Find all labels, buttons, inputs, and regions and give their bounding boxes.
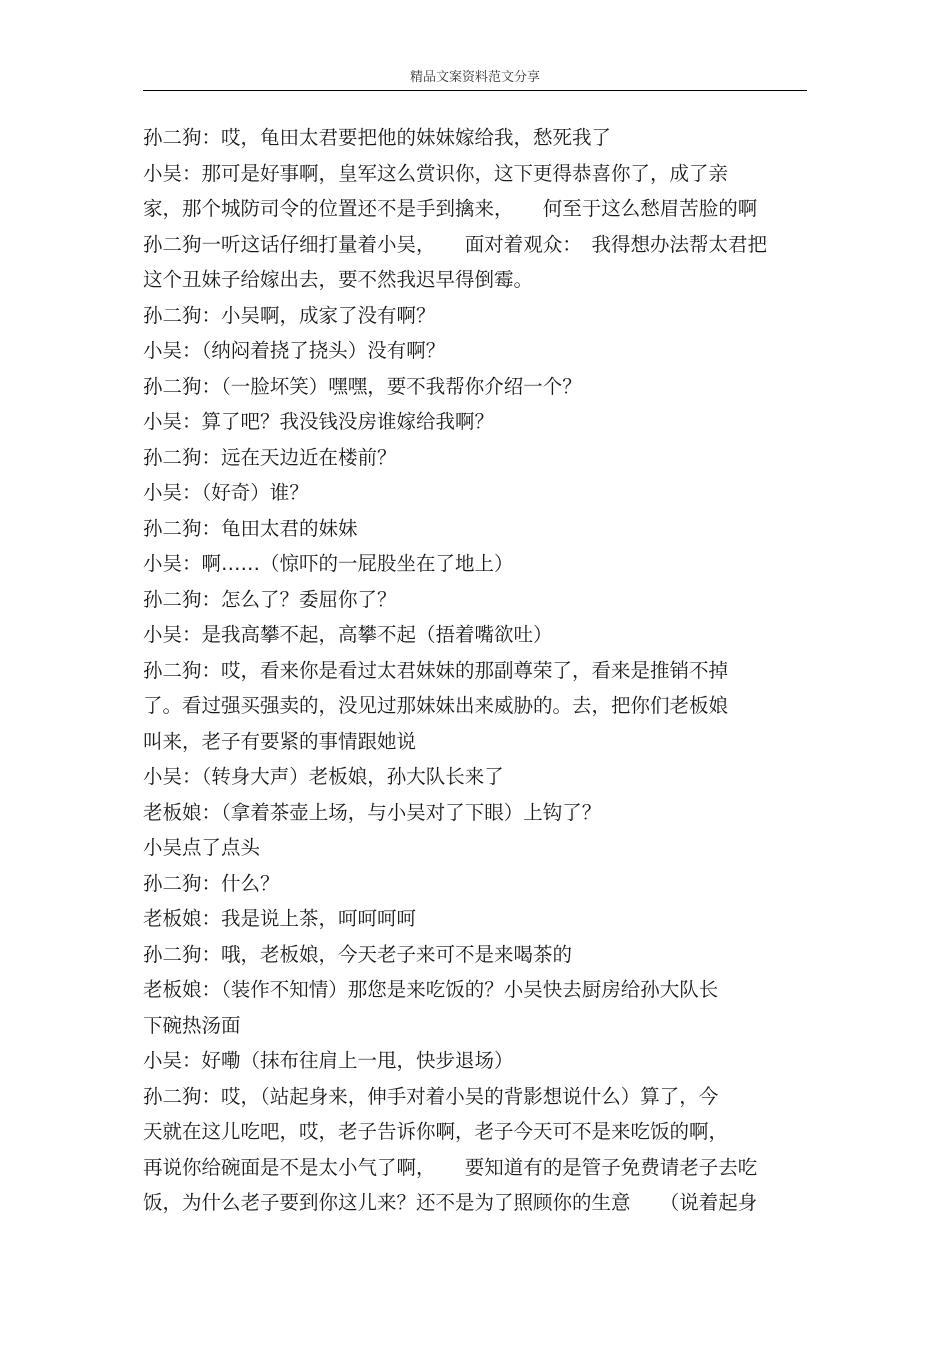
text-line: 饭，为什么老子要到你这儿来？还不是为了照顾你的生意 （说着起身 [143,1191,758,1214]
text-line: 孙二狗：龟田太君的妹妹 [143,516,358,540]
text-line: 孙二狗：远在天边近在楼前？ [143,445,397,469]
text-line: 老板娘：（拿着茶壶上场，与小吴对了下眼）上钩了？ [143,800,602,824]
text-line: 孙二狗：什么？ [143,871,280,895]
text-line: 孙二狗：哎，（站起身来，伸手对着小吴的背影想说什么）算了，今 [143,1084,719,1108]
text-line: 小吴：是我高攀不起，高攀不起（捂着嘴欲吐） [143,623,553,646]
text-line: 这个丑妹子给嫁出去，要不然我迟早得倒霉。 [143,268,534,291]
text-line: 天就在这儿吃吧，哎，老子告诉你啊，老子今天可不是来吃饭的啊， [143,1120,729,1143]
text-line: 了。看过强买强卖的，没见过那妹妹出来威胁的。去，把你们老板娘 [143,694,729,717]
text-line: 孙二狗一听这话仔细打量着小吴， 面对着观众： 我得想办法帮太君把 [143,232,768,256]
text-line: 小吴：那可是好事啊，皇军这么赏识你，这下更得恭喜你了，成了亲 [143,161,729,185]
text-line: 家，那个城防司令的位置还不是手到擒来， 何至于这么愁眉苦脸的啊 [143,197,758,220]
text-line: 老板娘：我是说上茶，呵呵呵呵 [143,907,417,930]
text-line: 孙二狗：（一脸坏笑）嘿嘿，要不我帮你介绍一个？ [143,374,582,398]
text-line: 孙二狗：哦，老板娘，今天老子来可不是来喝茶的 [143,942,573,966]
text-line: 孙二狗：哎，龟田太君要把他的妹妹嫁给我，愁死我了 [143,126,612,149]
text-line: 小吴点了点头 [143,836,261,859]
text-line: 下碗热汤面 [143,1013,241,1037]
text-line: 再说你给碗面是不是太小气了啊， 要知道有的是管子免费请老子去吃 [143,1155,758,1179]
text-line: 孙二狗：怎么了？委屈你了？ [143,587,397,611]
text-line: 叫来，老子有要紧的事情跟她说 [143,729,417,753]
text-line: 小吴：（纳闷着挠了挠头）没有啊？ [143,339,446,362]
script-body [143,120,813,1221]
page-header: 精品文案资料范文分享 [409,70,540,85]
header-divider [143,90,807,91]
text-line: 小吴：啊……（惊吓的一屁股坐在了地上） [143,552,514,575]
text-line: 小吴：（转身大声）老板娘，孙大队长来了 [143,765,504,788]
text-line: 孙二狗：小吴啊，成家了没有啊？ [143,303,436,327]
text-line: 小吴：算了吧？我没钱没房谁嫁给我啊？ [143,410,495,433]
text-line: 孙二狗：哎，看来你是看过太君妹妹的那副尊荣了，看来是推销不掉 [143,658,729,682]
text-line: 老板娘：（装作不知情）那您是来吃饭的？小吴快去厨房给孙大队长 [143,978,719,1001]
text-line: 小吴：（好奇）谁？ [143,481,309,504]
text-line: 小吴：好嘞（抹布往肩上一甩，快步退场） [143,1049,514,1072]
